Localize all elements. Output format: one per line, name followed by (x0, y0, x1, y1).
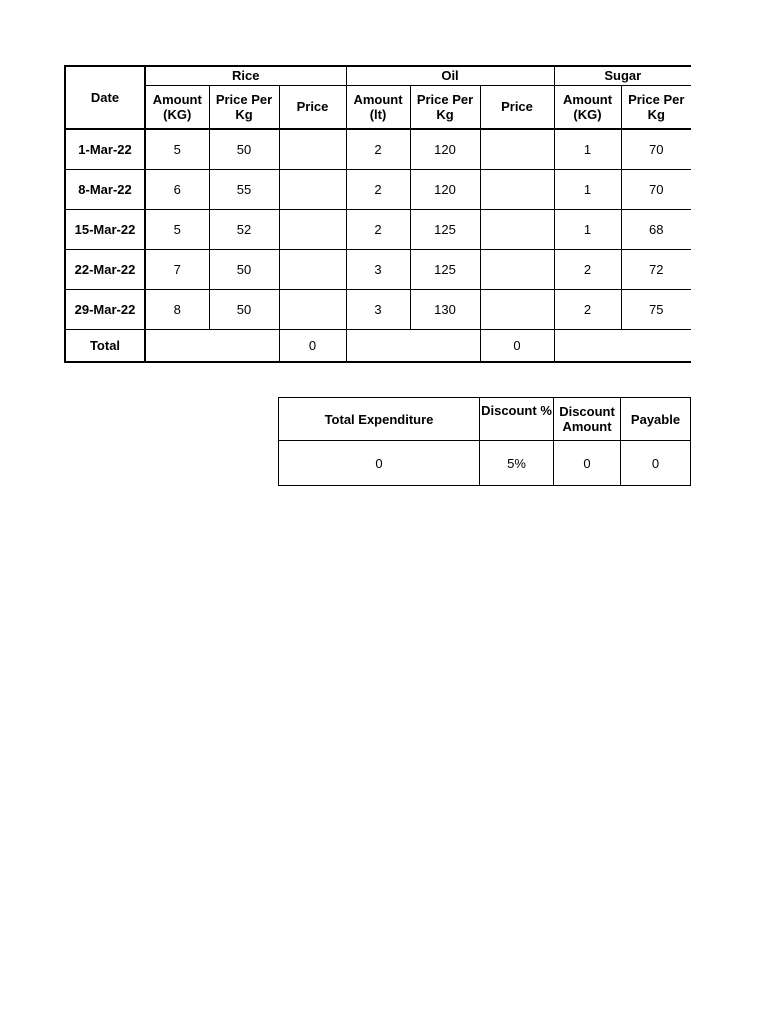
sugar-price-per-kg-cell: 75 (621, 289, 691, 329)
oil-price-cell (480, 289, 554, 329)
rice-price-per-kg-cell: 50 (209, 129, 279, 169)
payable-value: 0 (621, 441, 691, 486)
date-cell: 1-Mar-22 (65, 129, 145, 169)
rice-group-header: Rice (145, 66, 346, 85)
sugar-amount-header: Amount (KG) (554, 85, 621, 129)
sugar-amount-cell: 1 (554, 129, 621, 169)
rice-price-cell (279, 169, 346, 209)
table-row (65, 249, 691, 289)
date-cell: 29-Mar-22 (65, 289, 145, 329)
oil-amount-cell: 2 (346, 169, 410, 209)
oil-amount-cell: 2 (346, 129, 410, 169)
oil-price-per-kg-cell: 120 (410, 129, 480, 169)
oil-price-cell (480, 249, 554, 289)
oil-total-price: 0 (480, 329, 554, 362)
oil-amount-cell: 2 (346, 209, 410, 249)
oil-price-cell (480, 129, 554, 169)
rice-total-price: 0 (279, 329, 346, 362)
table-row (65, 289, 691, 329)
sugar-price-per-kg-cell: 72 (621, 249, 691, 289)
rice-price-per-kg-cell: 50 (209, 249, 279, 289)
total-row (65, 329, 691, 362)
discount-percent-value: 5% (480, 441, 554, 486)
discount-percent-header: Discount % (480, 398, 554, 441)
payable-header: Payable (621, 398, 691, 441)
sugar-price-per-kg-header: Price Per Kg (621, 85, 691, 129)
date-header: Date (65, 66, 145, 129)
rice-total-blank (145, 329, 279, 362)
sugar-price-per-kg-cell: 70 (621, 129, 691, 169)
discount-amount-header: Discount Amount (554, 398, 621, 441)
oil-price-per-kg-cell: 120 (410, 169, 480, 209)
sugar-price-per-kg-cell: 68 (621, 209, 691, 249)
oil-price-cell (480, 209, 554, 249)
rice-amount-cell: 5 (145, 209, 209, 249)
summary-table (278, 397, 691, 486)
oil-amount-cell: 3 (346, 289, 410, 329)
oil-total-blank (346, 329, 480, 362)
table-row (65, 169, 691, 209)
sugar-amount-cell: 1 (554, 209, 621, 249)
rice-price-per-kg-cell: 50 (209, 289, 279, 329)
rice-price-per-kg-cell: 55 (209, 169, 279, 209)
sugar-amount-cell: 2 (554, 289, 621, 329)
sugar-amount-cell: 2 (554, 249, 621, 289)
total-expenditure-value: 0 (279, 441, 480, 486)
rice-price-cell (279, 289, 346, 329)
sugar-amount-cell: 1 (554, 169, 621, 209)
oil-price-cell (480, 169, 554, 209)
table-row (65, 129, 691, 169)
rice-amount-cell: 7 (145, 249, 209, 289)
oil-amount-cell: 3 (346, 249, 410, 289)
oil-price-per-kg-cell: 125 (410, 209, 480, 249)
rice-amount-header: Amount (KG) (145, 85, 209, 129)
discount-amount-value: 0 (554, 441, 621, 486)
total-expenditure-header: Total Expenditure (279, 398, 480, 441)
sugar-total-blank (554, 329, 691, 362)
rice-price-cell (279, 129, 346, 169)
rice-amount-cell: 6 (145, 169, 209, 209)
rice-price-per-kg-header: Price Per Kg (209, 85, 279, 129)
oil-amount-header: Amount (lt) (346, 85, 410, 129)
rice-amount-cell: 8 (145, 289, 209, 329)
sugar-price-per-kg-cell: 70 (621, 169, 691, 209)
rice-price-cell (279, 249, 346, 289)
rice-price-header: Price (279, 85, 346, 129)
oil-price-per-kg-cell: 130 (410, 289, 480, 329)
sugar-group-header: Sugar (554, 66, 691, 85)
date-cell: 8-Mar-22 (65, 169, 145, 209)
rice-price-per-kg-cell: 52 (209, 209, 279, 249)
date-cell: 22-Mar-22 (65, 249, 145, 289)
rice-price-cell (279, 209, 346, 249)
oil-price-per-kg-header: Price Per Kg (410, 85, 480, 129)
table-row (65, 209, 691, 249)
total-label: Total (65, 329, 145, 362)
oil-price-header: Price (480, 85, 554, 129)
oil-group-header: Oil (346, 66, 554, 85)
date-cell: 15-Mar-22 (65, 209, 145, 249)
grocery-table (64, 65, 691, 363)
oil-price-per-kg-cell: 125 (410, 249, 480, 289)
rice-amount-cell: 5 (145, 129, 209, 169)
